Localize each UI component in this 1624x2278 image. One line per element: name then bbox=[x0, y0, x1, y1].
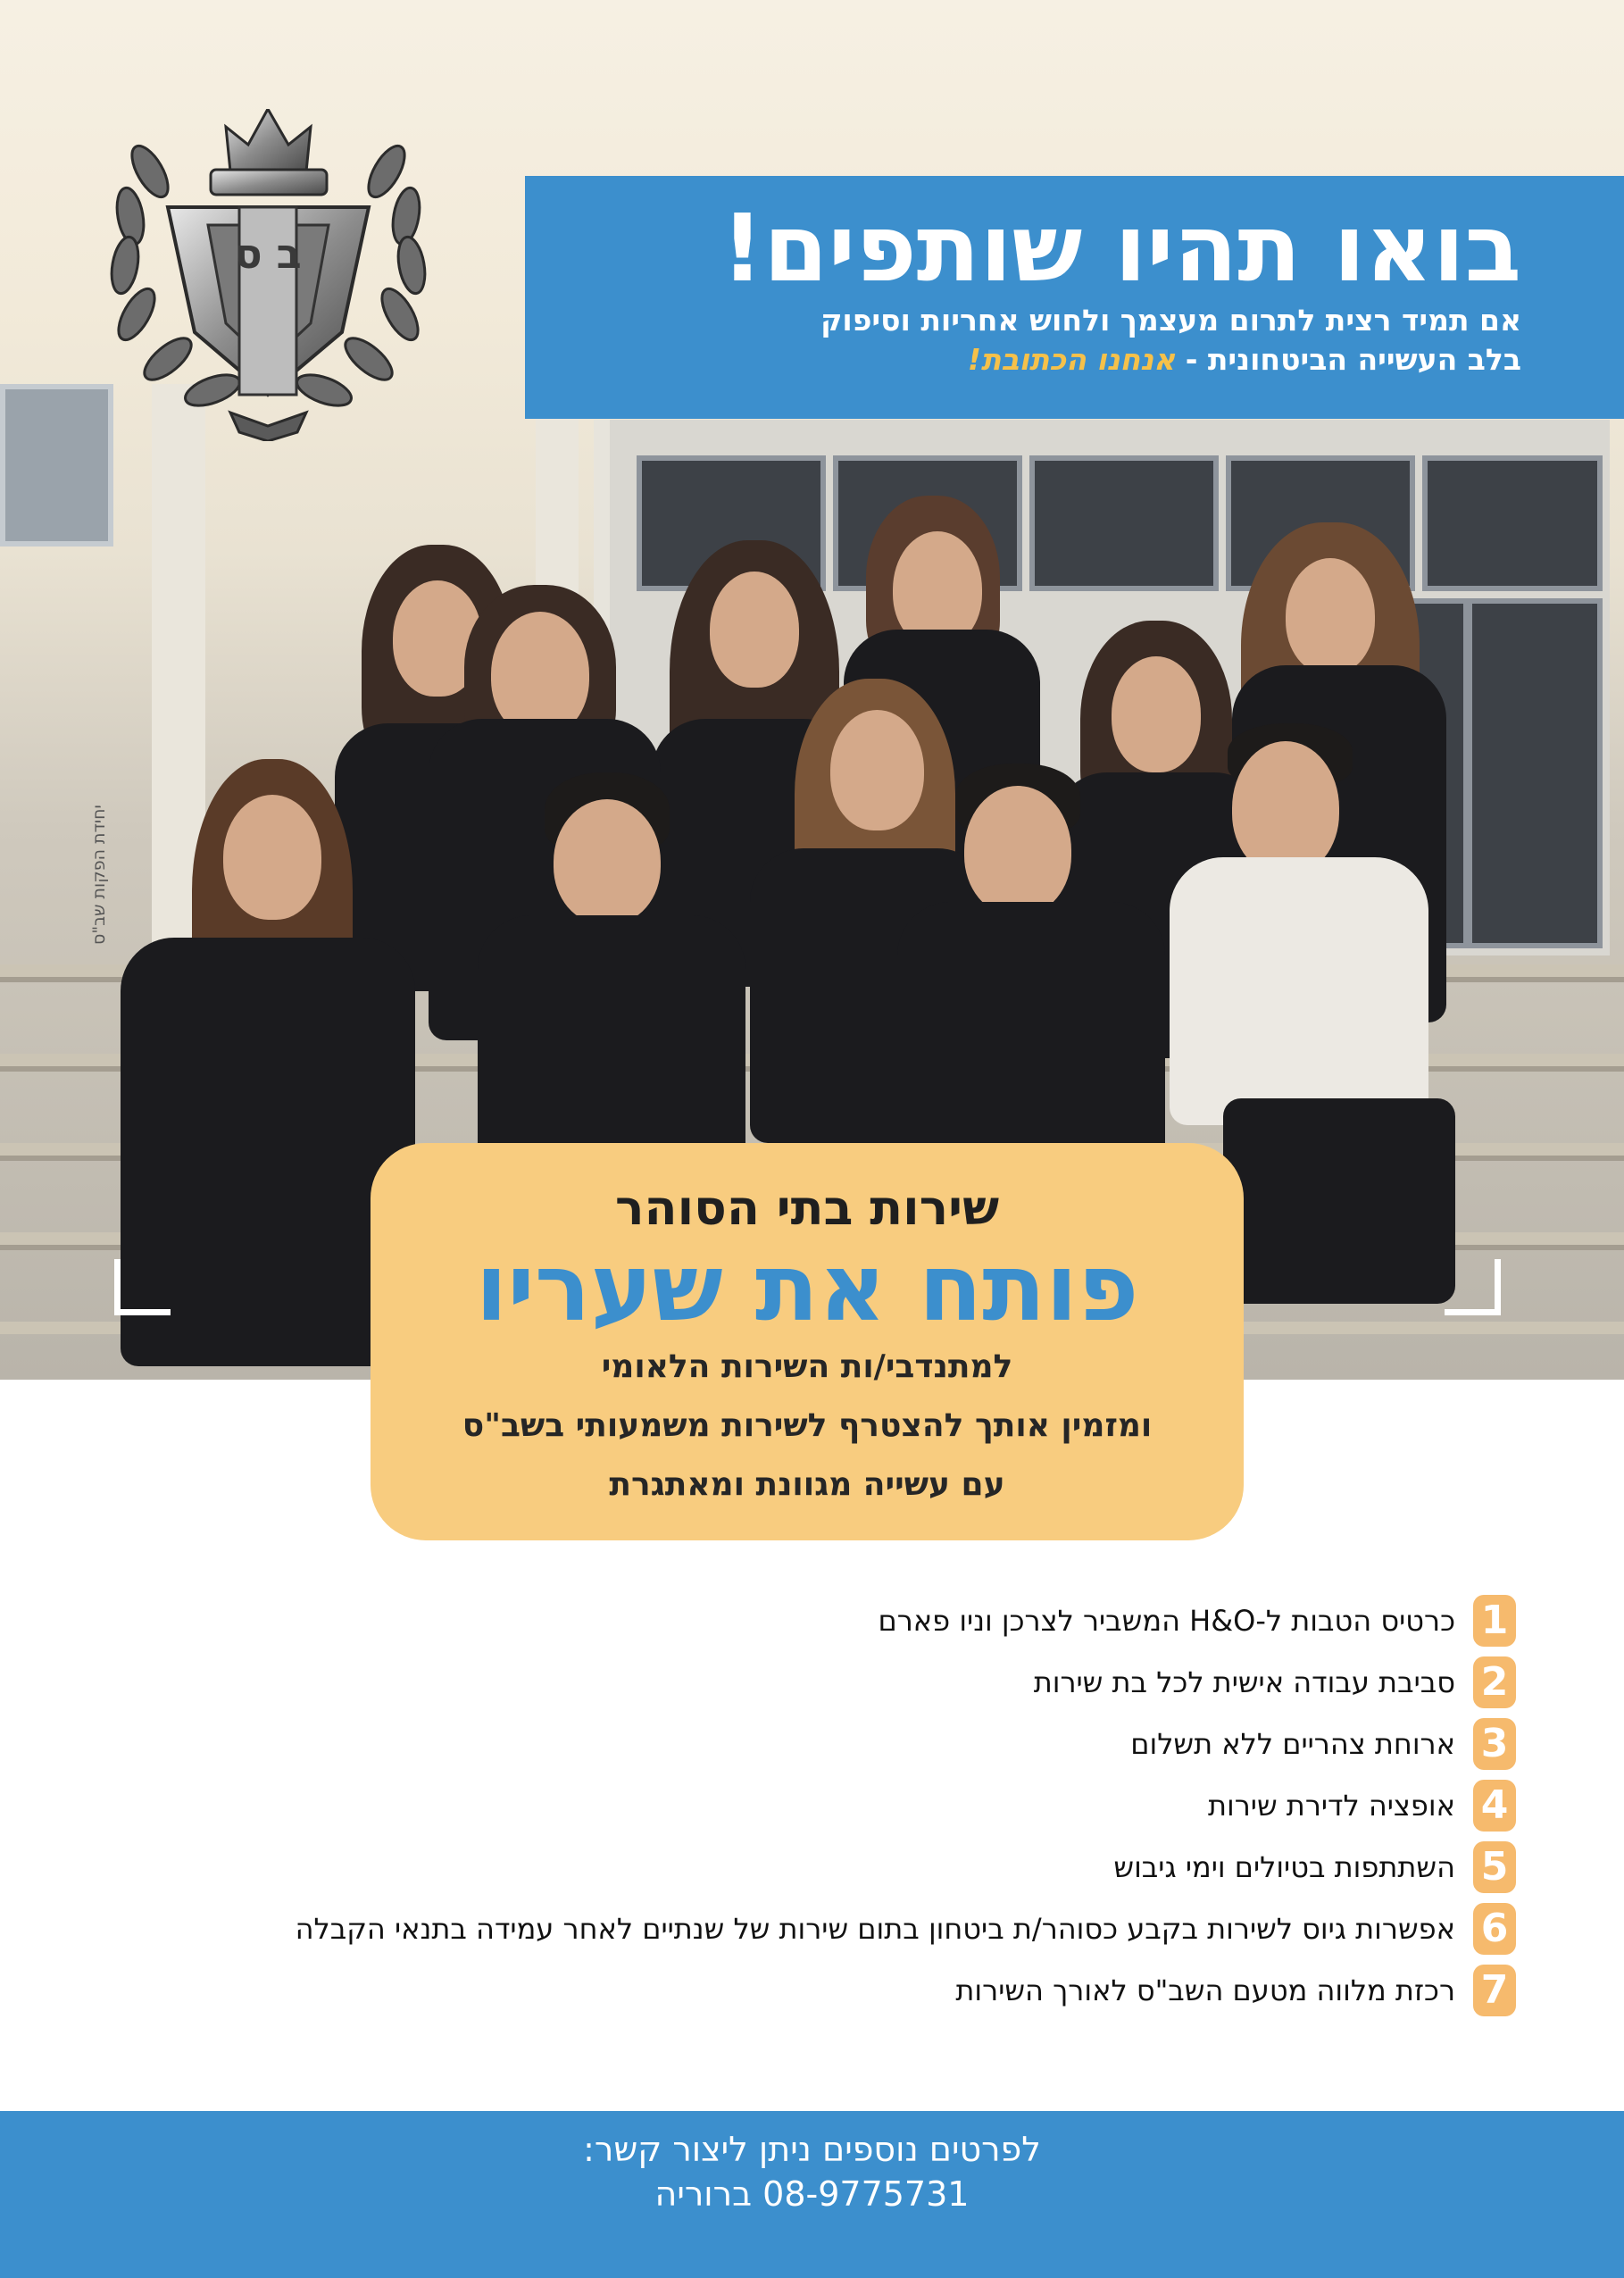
benefit-item bbox=[52, 1713, 1516, 1774]
benefits-list bbox=[52, 1590, 1516, 2021]
footer-contact-label: לפרטים נוספים ניתן ליצור קשר: bbox=[583, 2130, 1041, 2169]
benefit-item bbox=[52, 1836, 1516, 1898]
emblem-letters: ב ס bbox=[234, 229, 302, 278]
benefit-item bbox=[52, 1774, 1516, 1836]
corner-bracket-right bbox=[1445, 1259, 1501, 1315]
promo-title: שירות בתי הסוהר bbox=[614, 1180, 1000, 1236]
photo-credit: יחידת הפקות שב"ס bbox=[89, 805, 109, 946]
benefit-number: 7 bbox=[1473, 1965, 1516, 2016]
promo-box bbox=[371, 1143, 1244, 1540]
contact-footer bbox=[0, 2111, 1624, 2278]
promo-line-1: למתנדבי/ות השירות הלאומי bbox=[601, 1348, 1013, 1385]
promo-line-2: ומזמין אותך להצטרף לשירות משמעותי בשב"ס bbox=[462, 1407, 1153, 1444]
benefit-text: השתתפות בטיולים וימי גיבוש bbox=[1113, 1849, 1455, 1884]
benefit-text: רכזת מלווה מטעם השב"ס לאורך השירות bbox=[955, 1973, 1455, 2007]
header-subtitle-accent: אנחנו הכתובת! bbox=[967, 342, 1176, 377]
corner-bracket-left bbox=[114, 1259, 171, 1315]
prison-service-emblem bbox=[96, 109, 440, 441]
benefit-text: סביבת עבודה אישית לכל בת שירות bbox=[1033, 1665, 1455, 1699]
header-banner bbox=[525, 176, 1624, 419]
benefit-number: 2 bbox=[1473, 1656, 1516, 1708]
benefit-number: 6 bbox=[1473, 1903, 1516, 1955]
benefit-item bbox=[52, 1590, 1516, 1651]
benefit-number: 5 bbox=[1473, 1841, 1516, 1893]
promo-headline: פותח את שעריו bbox=[475, 1233, 1139, 1342]
header-subtitle-line1: אם תמיד רצית לתרום מעצמך ולחוש אחריות וסיפוק bbox=[820, 303, 1521, 338]
promo-line-3: עם עשייה מגוונת ומאתגרת bbox=[609, 1466, 1005, 1503]
benefit-text: אפשרות גיוס לשירות בקבע כסוהר/ת ביטחון בתום שירות של שנתיים לאחר עמידה בתנאי הקבלה bbox=[295, 1911, 1455, 1946]
benefit-text: ארוחת צהריים ללא תשלום bbox=[1130, 1726, 1455, 1761]
benefit-number: 1 bbox=[1473, 1595, 1516, 1647]
benefit-text: אופציה לדירת שירות bbox=[1207, 1788, 1455, 1823]
benefit-number: 4 bbox=[1473, 1780, 1516, 1832]
benefit-item bbox=[52, 1898, 1516, 1959]
header-subtitle-main: בלב העשייה הביטחונית - bbox=[1175, 342, 1521, 377]
footer-contact-phone: 08-9775731 ברוריה bbox=[654, 2174, 970, 2214]
benefit-item bbox=[52, 1959, 1516, 2021]
header-title: בואו תהיו שותפים! bbox=[720, 194, 1521, 303]
benefit-item bbox=[52, 1651, 1516, 1713]
benefit-number: 3 bbox=[1473, 1718, 1516, 1770]
header-subtitle-line2 bbox=[579, 340, 1521, 380]
benefit-text: כרטיס הטבות ל-H&O המשביר לצרכן וניו פארם bbox=[878, 1603, 1455, 1638]
